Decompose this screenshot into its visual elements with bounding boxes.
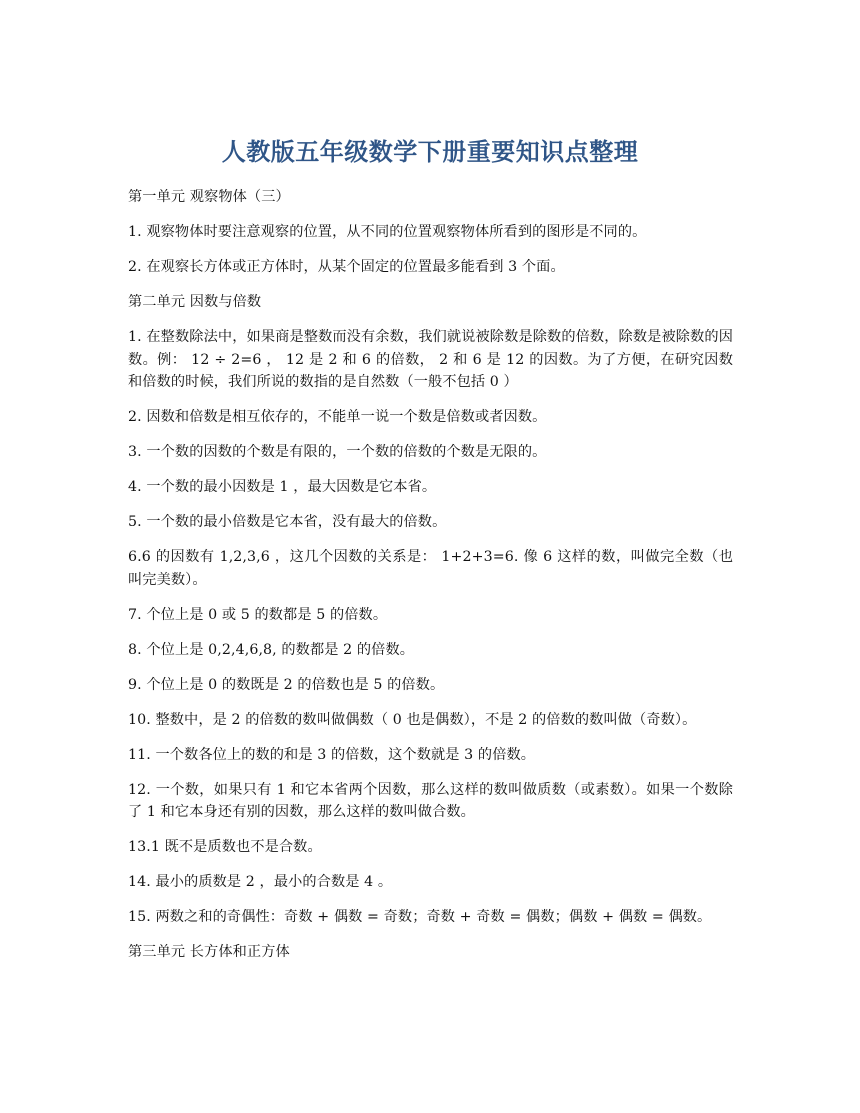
- unit2-point-10: 10. 整数中，是 2 的倍数的数叫做偶数（ 0 也是偶数），不是 2 的倍数的数叫做（奇数）。: [128, 711, 697, 728]
- unit-heading-1: 第一单元 观察物体（三）: [128, 189, 290, 205]
- document-body: [128, 186, 733, 976]
- unit2-point-7: 7. 个位上是 0 或 5 的数都是 5 的倍数。: [128, 606, 388, 623]
- unit2-point-11: 11. 一个数各位上的数的和是 3 的倍数，这个数就是 3 的倍数。: [128, 746, 536, 763]
- unit2-point-5: 5. 一个数的最小倍数是它本省，没有最大的倍数。: [128, 514, 447, 530]
- unit1-point-1: 1. 观察物体时要注意观察的位置，从不同的位置观察物体所看到的图形是不同的。: [128, 224, 647, 240]
- unit2-point-13: 13.1 既不是质数也不是合数。: [128, 839, 322, 855]
- unit2-point-14: 14. 最小的质数是 2 ，最小的合数是 4 。: [128, 874, 393, 890]
- unit2-point-12: 12. 一个数，如果只有 1 和它本省两个因数，那么这样的数叫做质数（或素数）。如果一个数除了 1 和它本身还有别的因数，那么这样的数叫做合数。: [128, 781, 733, 820]
- document-title: 人教版五年级数学下册重要知识点整理: [221, 137, 639, 166]
- unit2-point-2: 2. 因数和倍数是相互依存的，不能单一说一个数是倍数或者因数。: [128, 409, 547, 425]
- unit1-point-2: 2. 在观察长方体或正方体时，从某个固定的位置最多能看到 3 个面。: [128, 259, 565, 275]
- unit2-point-15: 15. 两数之和的奇偶性：奇数 + 偶数 = 奇数；奇数 + 奇数 = 偶数；偶数 + 偶数 = 偶数。: [128, 909, 712, 925]
- unit2-point-3: 3. 一个数的因数的个数是有限的，一个数的倍数的个数是无限的。: [128, 444, 547, 460]
- unit-heading-3: 第三单元 长方体和正方体: [128, 944, 290, 960]
- unit-heading-2: 第二单元 因数与倍数: [128, 294, 262, 310]
- unit2-point-8: 8. 个位上是 0,2,4,6,8, 的数都是 2 的倍数。: [128, 641, 415, 658]
- unit2-point-1: 1. 在整数除法中，如果商是整数而没有余数，我们就说被除数是除数的倍数，除数是被除数的因数。例： 12 ÷ 2=6 ， 12 是 2 和 6 的倍数， 2 和 6 是 12 的因数。为了方便，在研究因数和倍数的时候，我们所说的数指的是自然数（一般不包括 0 ）: [128, 329, 733, 390]
- unit2-point-9: 9. 个位上是 0 的数既是 2 的倍数也是 5 的倍数。: [128, 676, 445, 693]
- unit2-point-6: 6.6 的因数有 1,2,3,6 ，这几个因数的关系是： 1+2+3=6. 像 6 这样的数，叫做完全数（也叫完美数）。: [128, 549, 733, 588]
- unit2-point-4: 4. 一个数的最小因数是 1 ，最大因数是它本省。: [128, 479, 437, 495]
